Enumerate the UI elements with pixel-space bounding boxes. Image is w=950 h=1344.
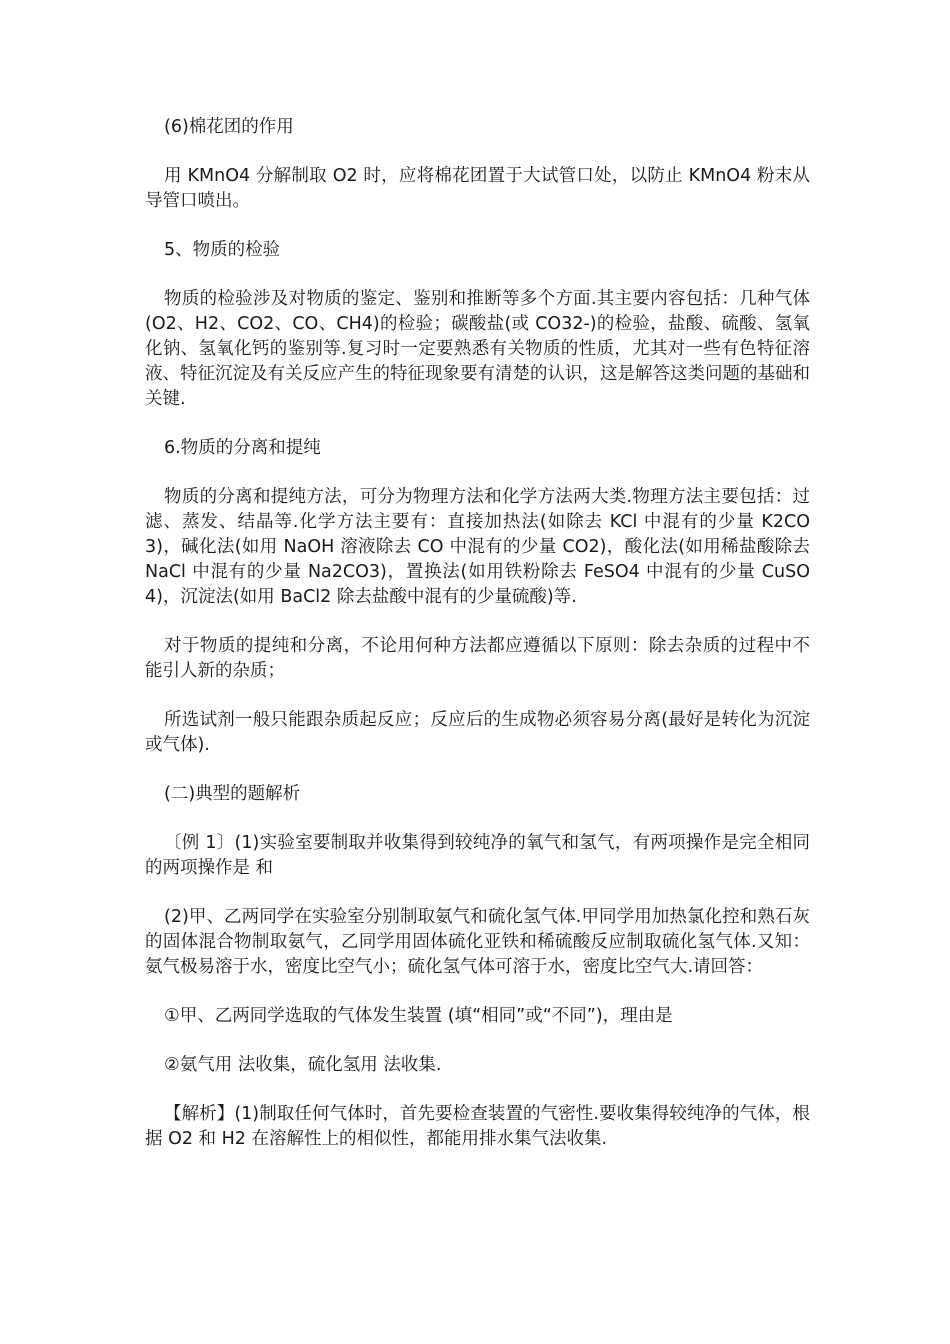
paragraph-separation-methods: 物质的分离和提纯方法，可分为物理方法和化学方法两大类.物理方法主要包括：过滤、蒸发、结晶等.化学方法主要有：直接加热法(如除去 KCl 中混有的少量 K2CO3)，碱化法(如用 NaOH 溶液除去 CO 中混有的少量 CO2)，酸化法(如用稀盐酸除去 NaCl 中混有的少量 Na2CO3)，置换法(如用铁粉除去 FeSO4 中混有的少量 CuSO4)，沉淀法(如用 BaCl2 除去盐酸中混有的少量硫酸)等. xyxy=(145,487,810,607)
paragraph-reagent-rule: 所选试剂一般只能跟杂质起反应；反应后的生成物必须容易分离(最好是转化为沉淀或气体). xyxy=(145,710,810,755)
paragraph-cotton-purpose: 用 KMnO4 分解制取 O2 时，应将棉花团置于大试管口处，以防止 KMnO4 粉末从导管口喷出。 xyxy=(145,166,810,211)
document-body xyxy=(145,115,810,1176)
paragraph-separation-principle: 对于物质的提纯和分离，不论用何种方法都应遵循以下原则：除去杂质的过程中不能引人新的杂质； xyxy=(145,636,810,681)
section-heading-testing: 5、物质的检验 xyxy=(164,240,281,260)
section-heading-examples: (二)典型的题解析 xyxy=(164,784,301,804)
paragraph-question-2: ②氨气用 法收集，硫化氢用 法收集. xyxy=(164,1055,442,1075)
paragraph-example-1-part-1: 〔例 1〕(1)实验室要制取并收集得到较纯净的氧气和氢气，有两项操作是完全相同的两项操作是 和 xyxy=(145,833,810,878)
paragraph-question-1: ①甲、乙两同学选取的气体发生装置 (填“相同”或“不同”)，理由是 xyxy=(164,1006,673,1026)
paragraph-example-1-part-2: (2)甲、乙两同学在实验室分别制取氨气和硫化氢气体.甲同学用加热氯化控和熟石灰的固体混合物制取氨气，乙同学用固体硫化亚铁和稀硫酸反应制取硫化氢气体.又知：氨气极易溶于水，密度比空气小；硫化氢气体可溶于水，密度比空气大.请回答： xyxy=(145,907,810,977)
paragraph-analysis: 【解析】(1)制取任何气体时，首先要检查装置的气密性.要收集得较纯净的气体，根据 O2 和 H2 在溶解性上的相似性，都能用排水集气法收集. xyxy=(145,1104,810,1149)
section-heading-cotton: (6)棉花团的作用 xyxy=(164,117,294,137)
section-heading-separation: 6.物质的分离和提纯 xyxy=(164,438,321,458)
paragraph-testing: 物质的检验涉及对物质的鉴定、鉴别和推断等多个方面.其主要内容包括：几种气体(O2、H2、CO2、CO、CH4)的检验；碳酸盐(或 CO32-)的检验，盐酸、硫酸、氢氧化钠、氢氧化钙的鉴别等.复习时一定要熟悉有关物质的性质，尤其对一些有色特征溶液、特征沉淀及有关反应产生的特征现象要有清楚的认识，这是解答这类问题的基础和关键. xyxy=(145,289,810,409)
